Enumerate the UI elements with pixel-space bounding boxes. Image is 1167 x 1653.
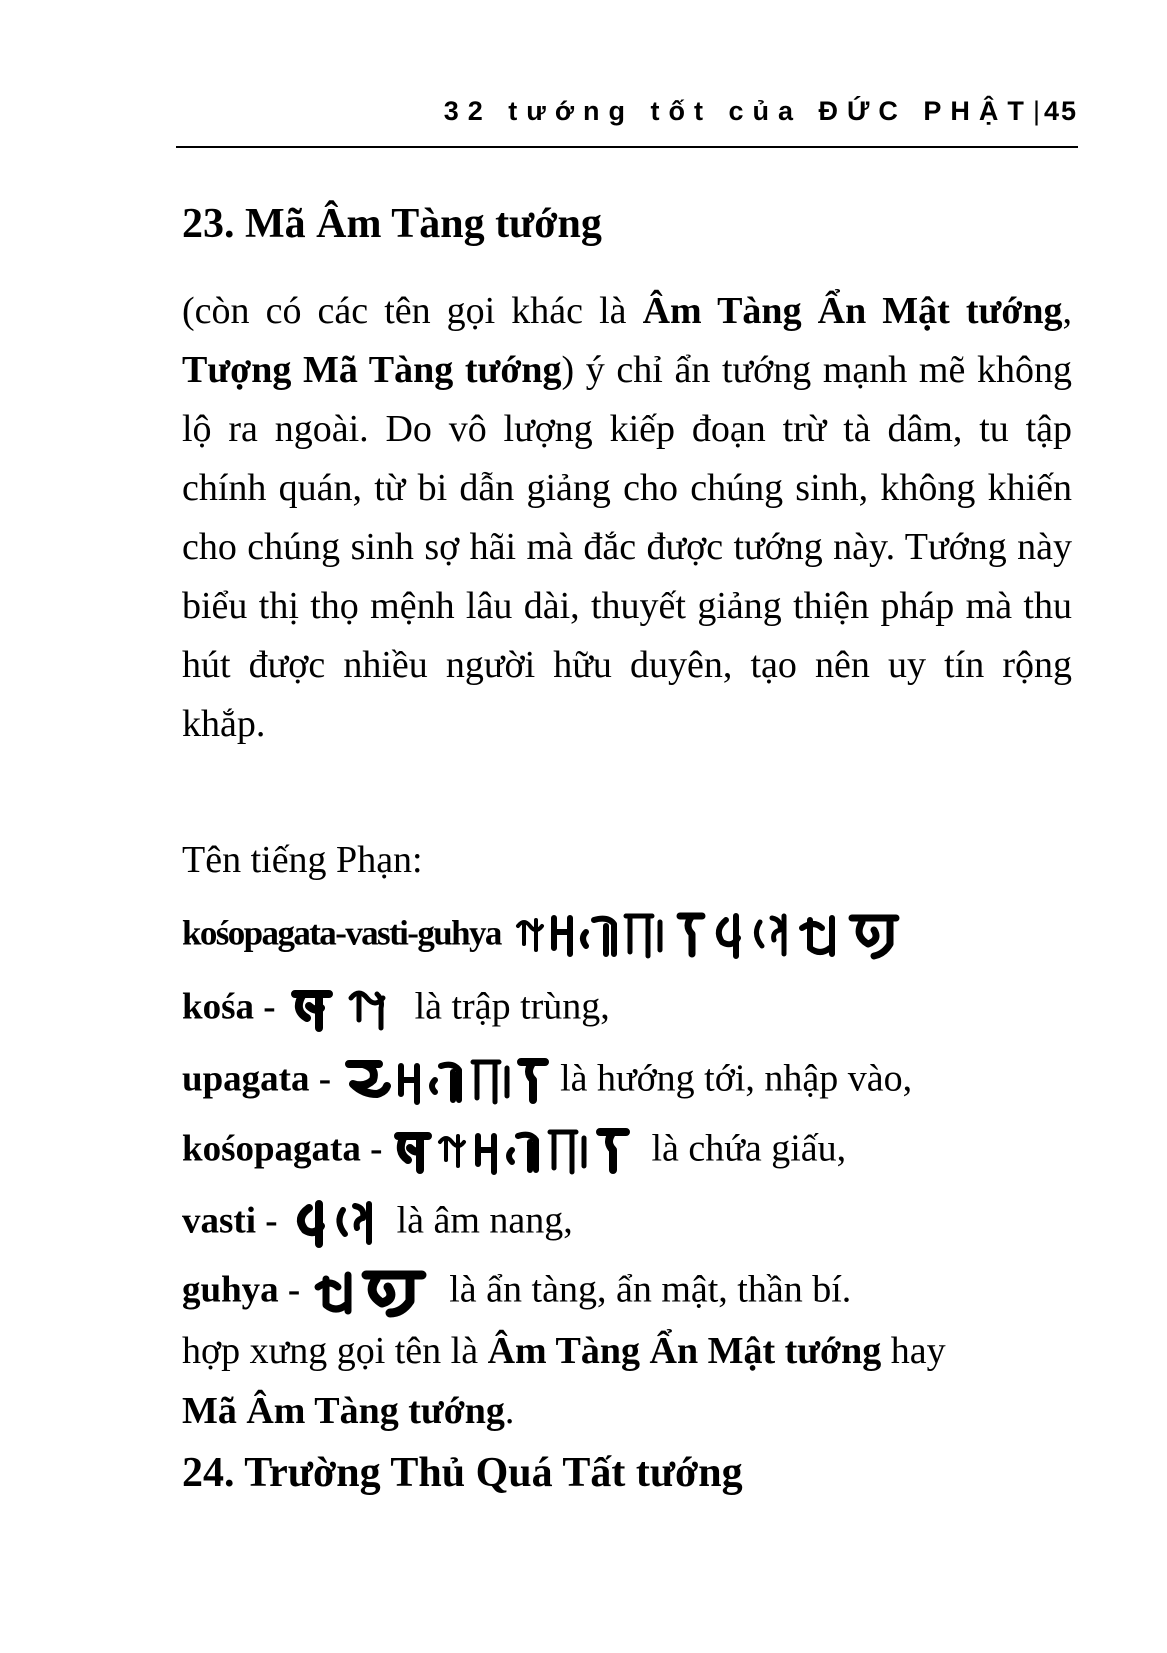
closing-text: hợp xưng gọi tên là xyxy=(182,1330,488,1372)
siddham-script-kosopagata xyxy=(392,1124,642,1180)
item-upagata xyxy=(182,1054,912,1110)
running-header xyxy=(176,96,1078,148)
alt-name-2: Tượng Mã Tàng tướng xyxy=(182,349,562,391)
item-term: kośa - xyxy=(182,986,276,1028)
closing-period: . xyxy=(504,1390,515,1432)
section-23-heading: 23. Mã Âm Tàng tướng xyxy=(182,201,602,247)
section-24-heading: 24. Trường Thủ Quá Tất tướng xyxy=(182,1450,743,1496)
item-vasti xyxy=(182,1196,573,1252)
alt-name-1: Âm Tàng Ẩn Mật tướng xyxy=(642,290,1063,332)
closing-name-1: Âm Tàng Ẩn Mật tướng xyxy=(487,1330,882,1372)
siddham-script-guhya xyxy=(310,1265,440,1321)
para-text-rest: ) ý chỉ ẩn tướng mạnh mẽ không lộ ra ngoài. Do vô lượng kiếp đoạn trừ tà dâm, tu tập chính quán, từ bi dẫn giảng cho chúng sinh, không khiến cho chúng sinh sợ hãi mà đắc được tướng này. Tướng này biểu thị thọ mệnh lâu dài, thuyết giảng thiện pháp mà thu hút được nhiều người hữu duyên, tạo nên uy tín rộng khắp. xyxy=(182,349,1072,745)
siddham-script-kosa xyxy=(285,982,405,1038)
siddham-script-upagata xyxy=(341,1054,551,1110)
item-meaning: là âm nang, xyxy=(396,1199,573,1242)
item-kosopagata xyxy=(182,1124,846,1180)
item-kosa xyxy=(182,982,610,1038)
closing-text-mid: hay xyxy=(881,1330,946,1372)
page-number: 45 xyxy=(1043,96,1078,126)
item-meaning: là trập trùng, xyxy=(414,985,610,1028)
item-term: guhya - xyxy=(182,1269,301,1311)
full-term-line xyxy=(182,908,920,964)
item-meaning: là hướng tới, nhập vào, xyxy=(560,1057,913,1100)
full-term: kośopagata-vasti-guhya xyxy=(182,913,501,953)
para-comma: , xyxy=(1062,290,1073,332)
header-title: 32 tướng tốt của ĐỨC PHẬT xyxy=(443,96,1033,126)
item-term: vasti - xyxy=(182,1200,278,1242)
siddham-script-full xyxy=(510,908,920,964)
header-text xyxy=(444,96,1078,127)
closing-name-2: Mã Âm Tàng tướng xyxy=(182,1390,505,1432)
header-separator: | xyxy=(1032,96,1044,126)
item-meaning: là chứa giấu, xyxy=(651,1127,847,1170)
section-23-paragraph xyxy=(182,282,1072,754)
item-guhya xyxy=(182,1265,851,1321)
closing-line-1 xyxy=(182,1329,946,1373)
para-text-open: (còn có các tên gọi khác là xyxy=(182,290,643,332)
item-term: kośopagata - xyxy=(182,1128,383,1170)
closing-line-2 xyxy=(182,1389,514,1433)
item-meaning: là ẩn tàng, ẩn mật, thần bí. xyxy=(449,1268,852,1311)
siddham-script-vasti xyxy=(287,1196,387,1252)
item-term: upagata - xyxy=(182,1058,332,1100)
sanskrit-label: Tên tiếng Phạn: xyxy=(182,839,423,881)
